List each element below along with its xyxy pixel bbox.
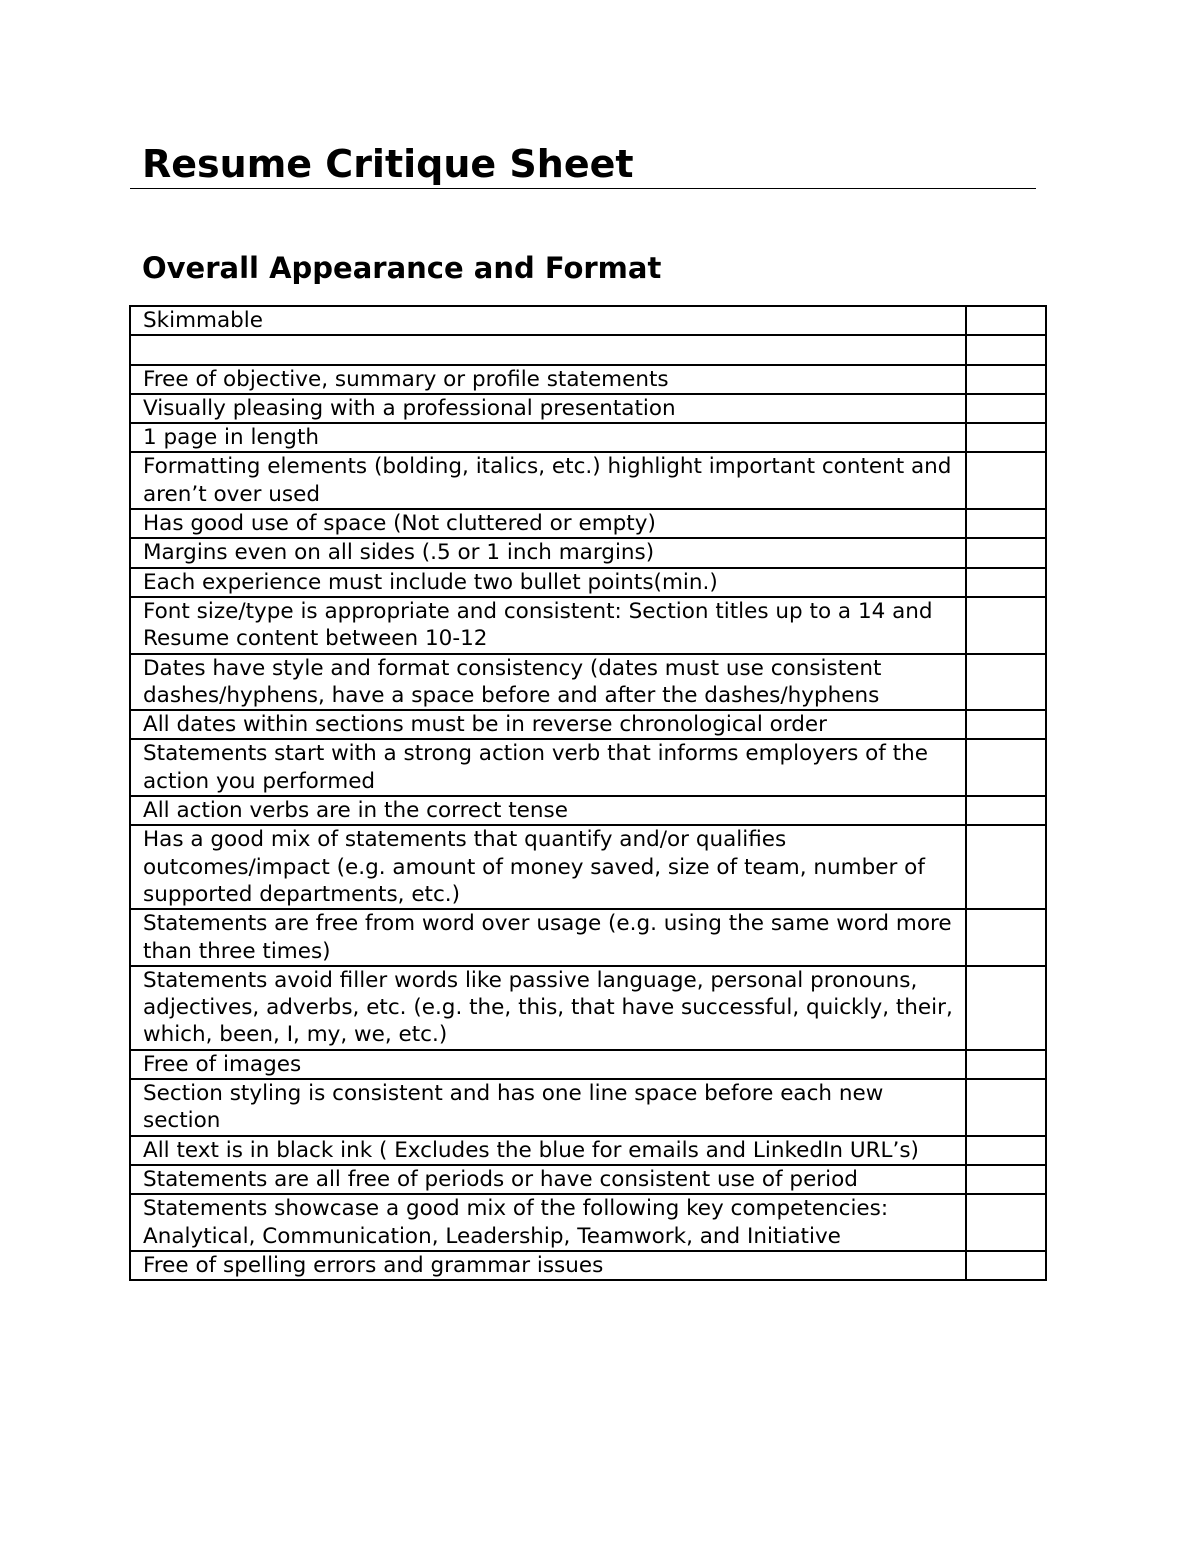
checklist-row [130,538,1046,567]
checklist-check-cell[interactable] [966,710,1046,739]
checklist-check-cell[interactable] [966,597,1046,654]
checklist-row [130,394,1046,423]
checklist-item-text: Free of objective, summary or profile statements [130,365,966,394]
checklist-row [130,452,1046,509]
checklist-item-text: Font size/type is appropriate and consistent: Section titles up to a 14 and Resume content between 10-12 [130,597,966,654]
checklist-row [130,654,1046,711]
checklist-row [130,335,1046,364]
checklist-item-text: All action verbs are in the correct tense [130,796,966,825]
checklist-row [130,710,1046,739]
checklist-check-cell[interactable] [966,1251,1046,1280]
checklist-check-cell[interactable] [966,306,1046,335]
checklist-check-cell[interactable] [966,423,1046,452]
checklist-row [130,509,1046,538]
checklist-row [130,423,1046,452]
checklist-item-text: Has a good mix of statements that quantify and/or qualifies outcomes/impact (e.g. amount of money saved, size of team, number of supported departments, etc.) [130,825,966,909]
section-heading: Overall Appearance and Format [142,251,662,285]
checklist-check-cell[interactable] [966,568,1046,597]
checklist-check-cell[interactable] [966,966,1046,1050]
checklist-item-text [130,335,966,364]
checklist-check-cell[interactable] [966,1165,1046,1194]
checklist-item-text: Free of images [130,1050,966,1079]
checklist-item-text: Statements showcase a good mix of the following key competencies: Analytical, Communication, Leadership, Teamwork, and Initiative [130,1194,966,1251]
checklist-check-cell[interactable] [966,739,1046,796]
checklist-row [130,825,1046,909]
checklist-row [130,306,1046,335]
checklist-check-cell[interactable] [966,1136,1046,1165]
checklist-item-text: Statements start with a strong action verb that informs employers of the action you performed [130,739,966,796]
checklist-check-cell[interactable] [966,1079,1046,1136]
checklist-row [130,1194,1046,1251]
checklist-check-cell[interactable] [966,796,1046,825]
checklist-item-text: 1 page in length [130,423,966,452]
checklist-item-text: Statements avoid filler words like passive language, personal pronouns, adjectives, adverbs, etc. (e.g. the, this, that have successful, quickly, their, which, been, I, my, we, etc.) [130,966,966,1050]
checklist-item-text: Skimmable [130,306,966,335]
checklist-item-text: Statements are all free of periods or have consistent use of period [130,1165,966,1194]
checklist-check-cell[interactable] [966,1050,1046,1079]
checklist-item-text: All text is in black ink ( Excludes the blue for emails and LinkedIn URL’s) [130,1136,966,1165]
checklist-item-text: Free of spelling errors and grammar issues [130,1251,966,1280]
checklist-row [130,1165,1046,1194]
checklist-item-text: Statements are free from word over usage (e.g. using the same word more than three times) [130,909,966,966]
checklist-row [130,1079,1046,1136]
title-underline [130,140,1036,189]
checklist-row [130,568,1046,597]
checklist-check-cell[interactable] [966,909,1046,966]
checklist-check-cell[interactable] [966,1194,1046,1251]
checklist-row [130,796,1046,825]
checklist-check-cell[interactable] [966,335,1046,364]
checklist-row [130,1136,1046,1165]
checklist-item-text: Section styling is consistent and has one line space before each new section [130,1079,966,1136]
checklist-item-text: Dates have style and format consistency (dates must use consistent dashes/hyphens, have a space before and after the dashes/hyphens [130,654,966,711]
checklist-row [130,597,1046,654]
checklist-check-cell[interactable] [966,509,1046,538]
checklist-row [130,365,1046,394]
checklist-check-cell[interactable] [966,394,1046,423]
checklist-item-text: Margins even on all sides (.5 or 1 inch margins) [130,538,966,567]
checklist-item-text: Has good use of space (Not cluttered or empty) [130,509,966,538]
checklist-row [130,966,1046,1050]
critique-checklist-table [129,305,1047,1281]
checklist-check-cell[interactable] [966,452,1046,509]
checklist-item-text: All dates within sections must be in reverse chronological order [130,710,966,739]
checklist-check-cell[interactable] [966,825,1046,909]
checklist-item-text: Formatting elements (bolding, italics, etc.) highlight important content and aren’t over used [130,452,966,509]
checklist-item-text: Visually pleasing with a professional presentation [130,394,966,423]
checklist-row [130,1251,1046,1280]
checklist-item-text: Each experience must include two bullet points(min.) [130,568,966,597]
checklist-row [130,739,1046,796]
checklist-check-cell[interactable] [966,538,1046,567]
checklist-body [130,306,1046,1280]
checklist-check-cell[interactable] [966,654,1046,711]
checklist-row [130,909,1046,966]
checklist-row [130,1050,1046,1079]
page-title: Resume Critique Sheet [142,142,634,186]
checklist-check-cell[interactable] [966,365,1046,394]
